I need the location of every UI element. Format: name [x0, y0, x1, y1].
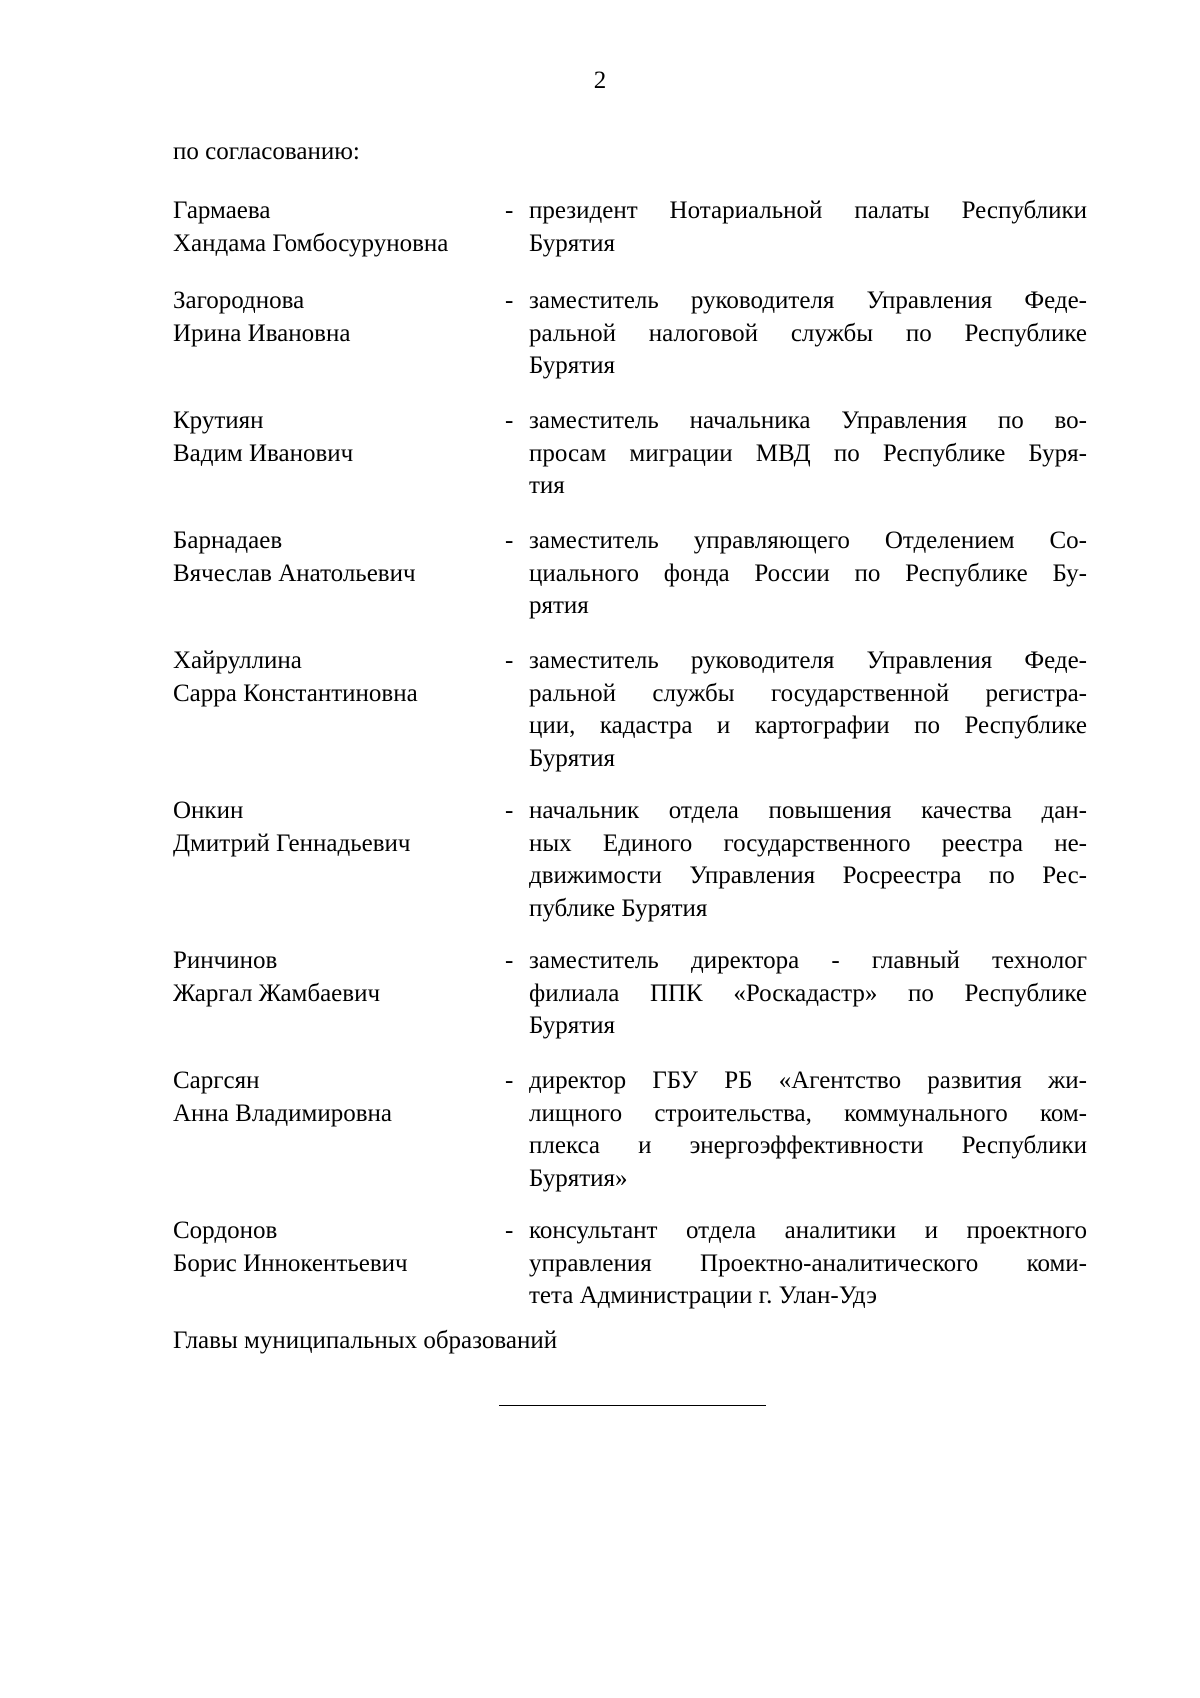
member-surname: Ринчинов — [173, 947, 278, 974]
member-position — [529, 945, 1087, 1043]
position-line: заместитель управляющего Отделением Со- — [529, 527, 1087, 554]
member-given-name: Анна Владимировна — [173, 1099, 392, 1127]
member-surname: Гармаева — [173, 197, 271, 224]
separator-dash: - — [505, 797, 514, 824]
closing-line: Главы муниципальных образований — [173, 1327, 558, 1354]
position-line: Бурятия» — [529, 1164, 628, 1192]
position-line: лищного строительства, коммунального ком- — [529, 1099, 1087, 1127]
member-surname: Саргсян — [173, 1067, 260, 1094]
member-given-name: Вадим Иванович — [173, 439, 354, 467]
member-given-name: Сарра Константиновна — [173, 679, 418, 707]
member-given-name: Вячеслав Анатольевич — [173, 559, 416, 587]
position-line: Бурятия — [529, 229, 616, 257]
position-line: Бурятия — [529, 1012, 616, 1039]
member-surname: Барнадаев — [173, 527, 283, 554]
position-line: тия — [529, 472, 565, 499]
position-line: Бурятия — [529, 352, 616, 379]
member-name — [173, 945, 503, 1010]
separator-dash: - — [505, 1067, 514, 1094]
closing-rule — [499, 1405, 766, 1406]
member-position — [529, 1065, 1087, 1195]
member-name — [173, 1065, 503, 1130]
separator-dash: - — [505, 947, 514, 974]
member-name — [173, 285, 503, 350]
member-given-name: Ирина Ивановна — [173, 319, 351, 347]
member-surname: Загороднова — [173, 287, 305, 314]
member-surname: Онкин — [173, 797, 244, 824]
position-line: плекса и энергоэффективности Республики — [529, 1132, 1087, 1159]
page-number: 2 — [593, 67, 607, 94]
member-position — [529, 795, 1087, 925]
separator-dash: - — [505, 287, 514, 314]
position-line: ных Единого государственного реестра не- — [529, 829, 1087, 857]
separator-dash: - — [505, 527, 514, 554]
position-line: ральной службы государственной регистра- — [529, 679, 1087, 707]
position-line: ции, кадастра и картографии по Республике — [529, 712, 1087, 739]
member-given-name: Хандама Гомбосуруновна — [173, 229, 449, 257]
member-name — [173, 1215, 503, 1280]
member-name — [173, 195, 503, 260]
member-position — [529, 285, 1087, 383]
separator-dash: - — [505, 647, 514, 674]
position-line: заместитель начальника Управления по во- — [529, 407, 1087, 434]
member-surname: Сордонов — [173, 1217, 278, 1244]
position-line: филиала ППК «Роскадастр» по Республике — [529, 979, 1087, 1007]
position-line: директор ГБУ РБ «Агентство развития жи- — [529, 1067, 1087, 1094]
member-given-name: Дмитрий Геннадьевич — [173, 829, 411, 857]
member-position — [529, 645, 1087, 775]
member-position — [529, 405, 1087, 503]
member-given-name: Борис Иннокентьевич — [173, 1249, 408, 1277]
position-line: консультант отдела аналитики и проектного — [529, 1217, 1087, 1244]
separator-dash: - — [505, 197, 514, 224]
member-given-name: Жаргал Жамбаевич — [173, 979, 381, 1007]
position-line: ральной налоговой службы по Республике — [529, 319, 1087, 347]
position-line: президент Нотариальной палаты Республики — [529, 197, 1087, 224]
position-line: движимости Управления Росреестра по Рес- — [529, 862, 1087, 889]
position-line: заместитель руководителя Управления Феде- — [529, 647, 1087, 674]
member-name — [173, 525, 503, 590]
member-position — [529, 525, 1087, 623]
position-line: тета Администрации г. Улан-Удэ — [529, 1282, 877, 1309]
member-name — [173, 405, 503, 470]
position-line: Бурятия — [529, 744, 616, 772]
member-position — [529, 1215, 1087, 1313]
member-name — [173, 645, 503, 710]
member-surname: Крутиян — [173, 407, 264, 434]
separator-dash: - — [505, 1217, 514, 1244]
position-line: начальник отдела повышения качества дан- — [529, 797, 1087, 824]
position-line: заместитель руководителя Управления Феде- — [529, 287, 1087, 314]
position-line: управления Проектно-аналитического коми- — [529, 1249, 1087, 1277]
position-line: просам миграции МВД по Республике Буря- — [529, 439, 1087, 467]
member-position — [529, 195, 1087, 260]
position-line: циального фонда России по Республике Бу- — [529, 559, 1087, 587]
position-line: публике Бурятия — [529, 894, 708, 922]
member-name — [173, 795, 503, 860]
position-line: рятия — [529, 592, 589, 619]
separator-dash: - — [505, 407, 514, 434]
intro-text: по согласованию: — [173, 138, 360, 165]
member-surname: Хайруллина — [173, 647, 302, 674]
position-line: заместитель директора - главный технолог — [529, 947, 1087, 974]
